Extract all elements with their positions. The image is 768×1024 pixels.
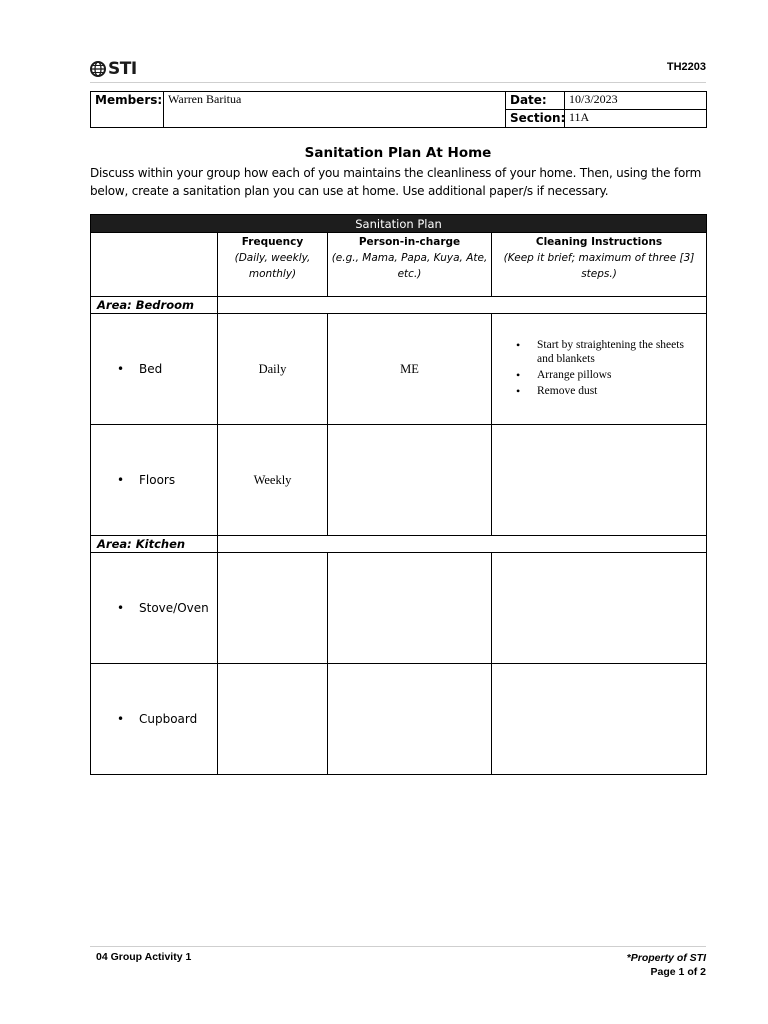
area-row	[91, 536, 707, 553]
item-cell	[91, 553, 218, 664]
table-row	[91, 425, 707, 536]
info-table	[90, 91, 707, 128]
step-item: • Start by straightening the sheets and blankets	[516, 338, 700, 367]
plan-title: Sanitation Plan	[91, 215, 707, 233]
area-label: Area: Kitchen	[91, 536, 218, 553]
frequency-hint: (Daily, weekly, monthly)	[234, 252, 311, 280]
members-label: Members:	[91, 92, 164, 128]
item-name: Bed	[139, 362, 163, 376]
step-item: • Remove dust	[516, 384, 700, 399]
frequency-cell[interactable]	[218, 553, 328, 664]
footer-activity: 04 Group Activity 1	[96, 951, 192, 963]
sanitation-plan-table	[90, 214, 707, 775]
item-name: Stove/Oven	[139, 601, 209, 615]
members-field[interactable]: Warren Baritua	[164, 92, 506, 128]
frequency-cell[interactable]	[218, 664, 328, 775]
footer-divider	[90, 946, 706, 947]
table-row	[91, 664, 707, 775]
table-row	[91, 314, 707, 425]
footer-property: *Property of STI	[626, 952, 706, 964]
person-cell[interactable]: ME	[328, 314, 492, 425]
item-cell	[91, 425, 218, 536]
instructions-cell[interactable]	[492, 664, 707, 775]
instructions-cell[interactable]	[492, 553, 707, 664]
page-title: Sanitation Plan At Home	[304, 145, 492, 161]
bullet-icon: •	[117, 712, 125, 726]
person-cell[interactable]	[328, 664, 492, 775]
item-name: Floors	[139, 473, 176, 487]
frequency-cell[interactable]: Daily	[218, 314, 328, 425]
footer-right	[627, 951, 706, 979]
item-column-header	[91, 233, 218, 297]
person-hint: (e.g., Mama, Papa, Kuya, Ate, etc.)	[331, 252, 488, 280]
instructions-column-header	[492, 233, 707, 297]
person-label: Person-in-charge	[358, 236, 461, 248]
date-field[interactable]: 10/3/2023	[565, 92, 707, 110]
item-name: Cupboard	[139, 712, 198, 726]
item-cell	[91, 664, 218, 775]
item-cell	[91, 314, 218, 425]
section-field[interactable]: 11A	[565, 110, 707, 128]
bullet-icon: •	[117, 601, 125, 615]
person-cell[interactable]	[328, 553, 492, 664]
steps-list	[492, 338, 706, 399]
instructions-cell[interactable]	[492, 425, 707, 536]
area-label: Area: Bedroom	[91, 297, 218, 314]
instructions-cell[interactable]	[492, 314, 707, 425]
bullet-icon: •	[117, 362, 125, 376]
date-label: Date:	[506, 92, 565, 110]
person-cell[interactable]	[328, 425, 492, 536]
frequency-cell[interactable]: Weekly	[218, 425, 328, 536]
person-column-header	[328, 233, 492, 297]
sti-logo	[90, 58, 137, 80]
header-divider	[90, 82, 706, 83]
instructions-label: Cleaning Instructions	[535, 236, 663, 248]
table-row	[91, 553, 707, 664]
instructions-hint: (Keep it brief; maximum of three [3] steps.)	[503, 252, 695, 280]
step-item: • Arrange pillows	[516, 368, 700, 383]
footer-page: Page 1 of 2	[650, 966, 706, 978]
document-code: TH2203	[666, 61, 706, 73]
sti-globe-icon	[90, 61, 106, 77]
frequency-column-header	[218, 233, 328, 297]
instructions-text: Discuss within your group how each of you maintains the cleanliness of your home. Then, using the form below, create a sanitation plan you can use at home. Use additional paper/s if necessary.	[90, 166, 702, 198]
area-row	[91, 297, 707, 314]
section-label: Section:	[506, 110, 565, 128]
logo-text: STI	[108, 59, 137, 79]
bullet-icon: •	[117, 473, 125, 487]
frequency-label: Frequency	[241, 236, 304, 248]
